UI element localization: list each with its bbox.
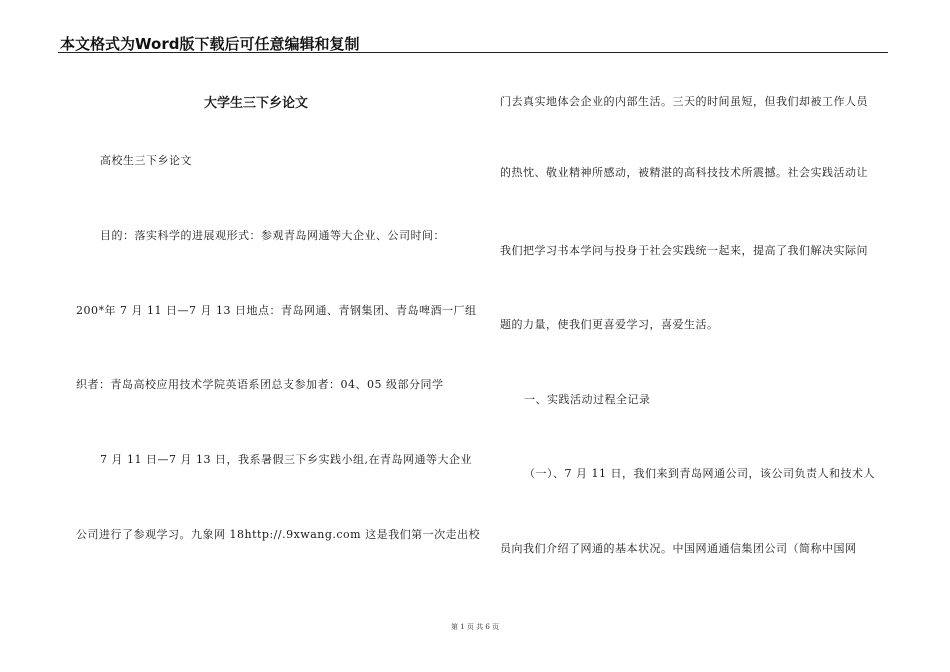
page-title: 大学生三下乡论文 <box>204 96 309 111</box>
paragraph-line: 题的力量，使我们更喜爱学习，喜爱生活。 <box>500 318 719 331</box>
paragraph-line: 目的：落实科学的进展观形式：参观青岛网通等大企业、公司时间： <box>100 229 445 242</box>
banner-divider <box>58 52 888 53</box>
paragraph-line: 高校生三下乡论文 <box>100 154 192 167</box>
paragraph-line: 织者：青岛高校应用技术学院英语系团总支参加者：04、05 级部分同学 <box>76 378 444 391</box>
section-heading: 一、实践活动过程全记录 <box>524 393 651 406</box>
page-number: 第 1 页 共 6 页 <box>450 623 500 631</box>
paragraph-line: 员向我们介绍了网通的基本状况。中国网通通信集团公司（简称中国网 <box>500 542 857 555</box>
paragraph-line: 的热忱、敬业精神所感动，被精湛的高科技技术所震撼。社会实践活动让 <box>500 166 868 179</box>
paragraph-line: 7 月 11 日—7 月 13 日，我系暑假三下乡实践小组,在青岛网通等大企业 <box>100 453 472 466</box>
paragraph-line: 我们把学习书本学问与投身于社会实践统一起来，提高了我们解决实际问 <box>500 244 868 257</box>
paragraph-line: 200*年 7 月 11 日—7 月 13 日地点：青岛网通、青钢集团、青岛啤酒一厂组 <box>76 304 477 317</box>
paragraph-line: 门去真实地体会企业的内部生活。三天的时间虽短，但我们却被工作人员 <box>500 95 868 108</box>
paragraph-line: 公司进行了参观学习。九象网 18http://.9xwang.com 这是我们第一次走出校 <box>76 528 481 541</box>
paragraph-line: （一）、7 月 11 日，我们来到青岛网通公司，该公司负责人和技术人 <box>524 467 875 480</box>
document-banner: 本文格式为Word版下载后可任意编辑和复制 <box>60 35 360 53</box>
